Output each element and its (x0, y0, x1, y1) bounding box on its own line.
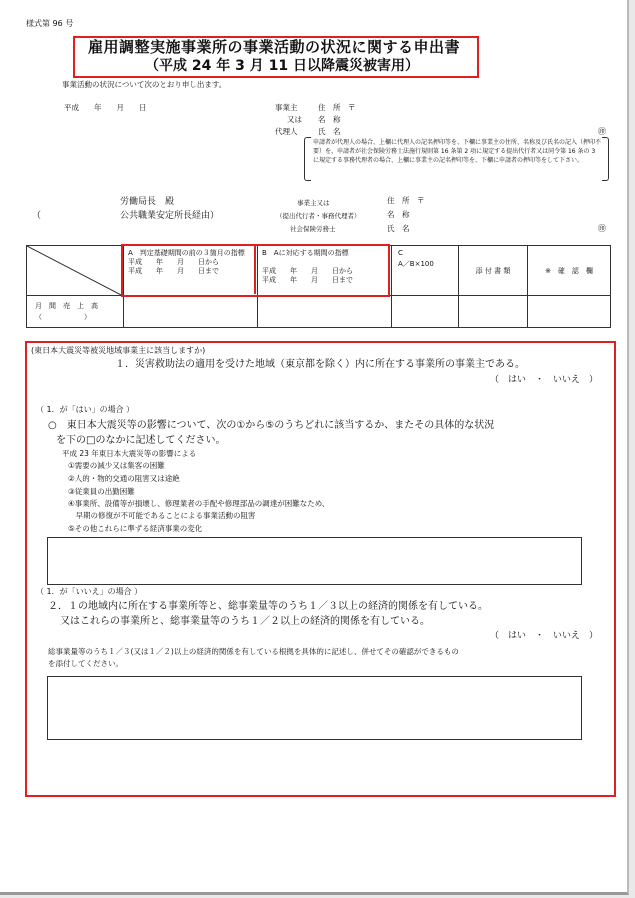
no-case-label: （ 1．が「いいえ」の場合 ） (36, 587, 143, 596)
question-2-yes-no[interactable]: （ はい ・ いいえ ） (490, 631, 599, 641)
section-heading: (東日本大震災等被災地域事業主に該当しますか) (31, 346, 206, 355)
applicant-seal: ㊞ (598, 127, 606, 136)
agent-label-3: 社会保険労務士 (290, 225, 336, 233)
date-line: 平成 年 月 日 (64, 103, 147, 112)
question-2-line1: ２．１の地域内に所在する事業所等と、総事業量等のうち１／３以上の経済的関係を有している。 (48, 601, 488, 612)
applicant-name-field[interactable]: 名 称 (318, 115, 341, 124)
col-a-title: A 判定基礎期間の前の３箇月の指標 (128, 249, 245, 257)
monthly-sales-label-cell (27, 296, 124, 328)
agent-label-1: 事業主又は (297, 199, 330, 207)
col-a-to[interactable]: 平成 年 月 日まで (128, 267, 219, 276)
yes-case-label: （ 1．が「はい」の場合 ） (36, 405, 135, 414)
effect-4: ④事業所、設備等が損壊し、修理業者の手配や修理部品の調達が困難なため、 (68, 499, 330, 508)
effect-4-cont: 早期の修復が不可能であることによる事業活動の阻害 (68, 511, 256, 520)
check-value-cell (528, 296, 611, 328)
form-title: 雇用調整実施事業所の事業活動の状況に関する申出書 (88, 38, 461, 56)
agent-address-field[interactable]: 住 所 〒 (387, 196, 425, 205)
applicant-label-2: 又は (287, 115, 302, 124)
question-2-desc-line2: を添付してください。 (48, 659, 123, 668)
circle-question-line2: を下の□のなかに記述してください。 (56, 435, 226, 446)
notice-brace-left (304, 137, 311, 181)
table-highlight-divider (254, 246, 256, 294)
intro-text: 事業活動の状況について次のとおり申し出ます。 (62, 80, 227, 89)
form-number: 様式第 96 号 (26, 19, 74, 28)
effect-1: ①需要の減少又は集客の困難 (68, 461, 165, 470)
circle-question-line1: ○ 東日本大震災等の影響について、次の①から⑤のうちどれに該当するか、またその具体的な状況 (48, 420, 495, 431)
col-b-from[interactable]: 平成 年 月 日から (262, 267, 353, 276)
applicant-address-field[interactable]: 住 所 〒 (318, 103, 356, 112)
recipient-open-paren: （ (32, 211, 42, 221)
col-a-from[interactable]: 平成 年 月 日から (128, 258, 219, 267)
monthly-sales-paren: （ ） (35, 312, 91, 321)
question-1-yes-no[interactable]: （ はい ・ いいえ ） (490, 375, 599, 385)
attachments-header: 添 付 書 類 (459, 246, 528, 296)
applicant-label-1: 事業主 (275, 103, 298, 112)
question-2-desc-line1: 総事業量等のうち１／３(又は１／２)以上の経済的関係を有している根拠を具体的に記述し、併せてその確認ができるもの (48, 647, 459, 656)
col-c-value-cell[interactable] (392, 296, 459, 328)
agent-seal: ㊞ (598, 224, 606, 233)
recipient-bureau: 労働局長 殿 (120, 197, 175, 207)
effect-3: ③従業員の出勤困難 (68, 487, 135, 496)
diagonal-line (27, 246, 123, 296)
col-a-value-cell[interactable] (124, 296, 258, 328)
attachments-value-cell[interactable] (459, 296, 528, 328)
col-c-formula: A／B×100 (398, 260, 434, 268)
question-2-line2: 又はこれらの事業所と、総事業量等のうち１／２以上の経済的関係を有している。 (60, 616, 430, 627)
col-c-title: C (398, 249, 403, 257)
col-b-to[interactable]: 平成 年 月 日まで (262, 276, 353, 285)
relationship-description-box[interactable] (47, 676, 582, 740)
applicant-label-3: 代理人 (275, 127, 298, 136)
notice-text: 申請者が代理人の場合、上欄に代理人の記名押印等を、下欄に事業主の住所、名称及び氏名の記入（押印不要）を、申請者が社会保険労務士法施行規則第 16 条第 2 項に規定する提出代行者又は同令第 16 条の 3 に規定する事務代理者の場合、上欄に事業主の記名押印等を、下欄に申請者の押印等をして下さい。 (313, 139, 602, 164)
diagonal-header-cell (27, 246, 124, 296)
check-header: ※ 確 認 欄 (528, 246, 611, 296)
effects-description-box[interactable] (47, 537, 582, 585)
col-b-title: B Aに対応する期間の指標 (262, 249, 349, 257)
agent-label-2: （提出代行者・事務代理者） (276, 212, 361, 220)
effect-2: ②人的・物的交通の阻害又は途絶 (68, 474, 180, 483)
question-1: １．災害救助法の適用を受けた地域（東京都を除く）内に所在する事業所の事業主である。 (115, 359, 525, 370)
col-b-value-cell[interactable] (258, 296, 392, 328)
effect-5: ⑤その他これらに準ずる経済事業の変化 (68, 524, 203, 533)
form-subtitle: （平成 24 年 3 月 11 日以降震災被害用） (145, 58, 419, 74)
recipient-office: 公共職業安定所長経由） (120, 211, 220, 221)
monthly-sales-label: 月 間 売 上 高 (35, 302, 98, 310)
col-c-header (392, 246, 459, 296)
notice-brace-right (602, 137, 609, 181)
applicant-person-field[interactable]: 氏 名 (318, 127, 341, 136)
effects-intro: 平成 23 年東日本大震災等の影響による (62, 449, 197, 458)
agent-name-field[interactable]: 名 称 (387, 210, 410, 219)
agent-person-field[interactable]: 氏 名 (387, 224, 410, 233)
